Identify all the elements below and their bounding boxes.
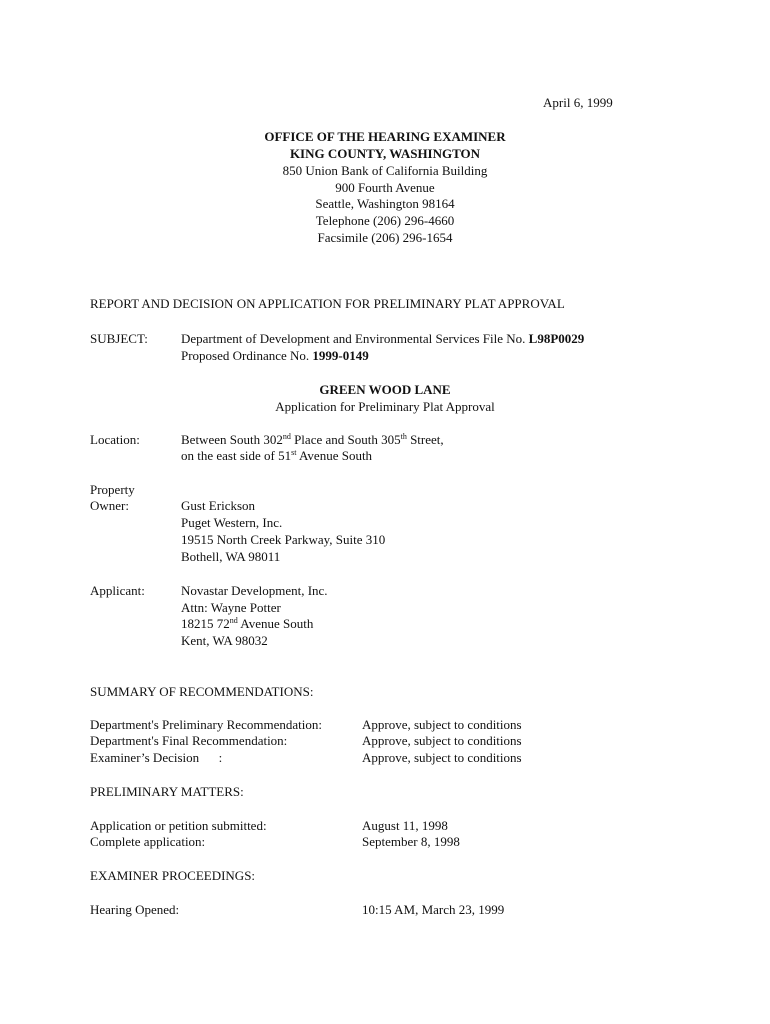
- summary-heading: SUMMARY OF RECOMMENDATIONS:: [90, 684, 314, 699]
- county-name: KING COUNTY, WASHINGTON: [289, 146, 481, 161]
- ordinal-suffix: nd: [282, 432, 291, 441]
- project-name: GREEN WOOD LANE: [319, 382, 451, 397]
- applicant-company: Novastar Development, Inc.: [181, 583, 328, 598]
- applicant-city: Kent, WA 98032: [181, 633, 268, 648]
- document-date: April 6, 1999: [543, 95, 613, 110]
- preliminary-row-label: Complete application:: [90, 834, 206, 849]
- owner-company: Puget Western, Inc.: [181, 515, 283, 530]
- address-text: 18215 72: [181, 616, 230, 631]
- street-address: 900 Fourth Avenue: [335, 180, 435, 195]
- summary-row-label: Department's Final Recommendation:: [90, 733, 288, 748]
- preliminary-row-value: September 8, 1998: [362, 834, 460, 849]
- ordinal-suffix: th: [400, 432, 407, 441]
- location-text: Between South 302: [181, 432, 283, 447]
- summary-row-label: Department's Preliminary Recommendation:: [90, 717, 322, 732]
- file-number: L98P0029: [528, 331, 585, 346]
- proceedings-row-label: Hearing Opened:: [90, 902, 180, 917]
- subject-label: SUBJECT:: [90, 331, 148, 346]
- summary-row-value: Approve, subject to conditions: [362, 733, 522, 748]
- location-label: Location:: [90, 432, 140, 447]
- ordinal-suffix: st: [291, 448, 297, 457]
- subject-file-text: Department of Development and Environmental Services File No.: [181, 331, 529, 346]
- location-text: on the east side of 51: [181, 448, 292, 463]
- office-name: OFFICE OF THE HEARING EXAMINER: [264, 129, 506, 144]
- applicant-attn: Attn: Wayne Potter: [181, 600, 281, 615]
- subject-file-line: [181, 330, 584, 347]
- telephone: Telephone (206) 296-4660: [315, 213, 455, 228]
- preliminary-row-value: August 11, 1998: [362, 818, 448, 833]
- address-text: Avenue South: [237, 616, 314, 631]
- applicant-label: Applicant:: [90, 583, 145, 598]
- location-text: Street,: [406, 432, 444, 447]
- preliminary-row-label: Application or petition submitted:: [90, 818, 267, 833]
- preliminary-heading: PRELIMINARY MATTERS:: [90, 784, 244, 799]
- location-line-2: [181, 447, 372, 464]
- summary-row-value: Approve, subject to conditions: [362, 750, 522, 765]
- building-address: 850 Union Bank of California Building: [282, 163, 488, 178]
- owner-label-line-2: Owner:: [90, 498, 129, 513]
- owner-label-line-1: Property: [90, 482, 135, 497]
- owner-address: 19515 North Creek Parkway, Suite 310: [181, 532, 386, 547]
- facsimile: Facsimile (206) 296-1654: [317, 230, 453, 245]
- subject-ordinance-line: [181, 347, 369, 364]
- summary-row-label: Examiner’s Decision :: [90, 750, 223, 765]
- applicant-address: [181, 615, 313, 632]
- owner-city: Bothell, WA 98011: [181, 549, 281, 564]
- subject-ordinance-text: Proposed Ordinance No.: [181, 348, 313, 363]
- proceedings-row-value: 10:15 AM, March 23, 1999: [362, 902, 505, 917]
- owner-name: Gust Erickson: [181, 498, 256, 513]
- ordinal-suffix: nd: [229, 616, 238, 625]
- summary-row-value: Approve, subject to conditions: [362, 717, 522, 732]
- proceedings-heading: EXAMINER PROCEEDINGS:: [90, 868, 256, 883]
- location-text: Place and South 305: [290, 432, 401, 447]
- location-line-1: [181, 431, 444, 448]
- city-address: Seattle, Washington 98164: [315, 196, 455, 211]
- project-description: Application for Preliminary Plat Approval: [275, 399, 495, 414]
- report-title: REPORT AND DECISION ON APPLICATION FOR PRELIMINARY PLAT APPROVAL: [90, 296, 565, 311]
- ordinance-number: 1999-0149: [312, 348, 369, 363]
- location-text: Avenue South: [296, 448, 373, 463]
